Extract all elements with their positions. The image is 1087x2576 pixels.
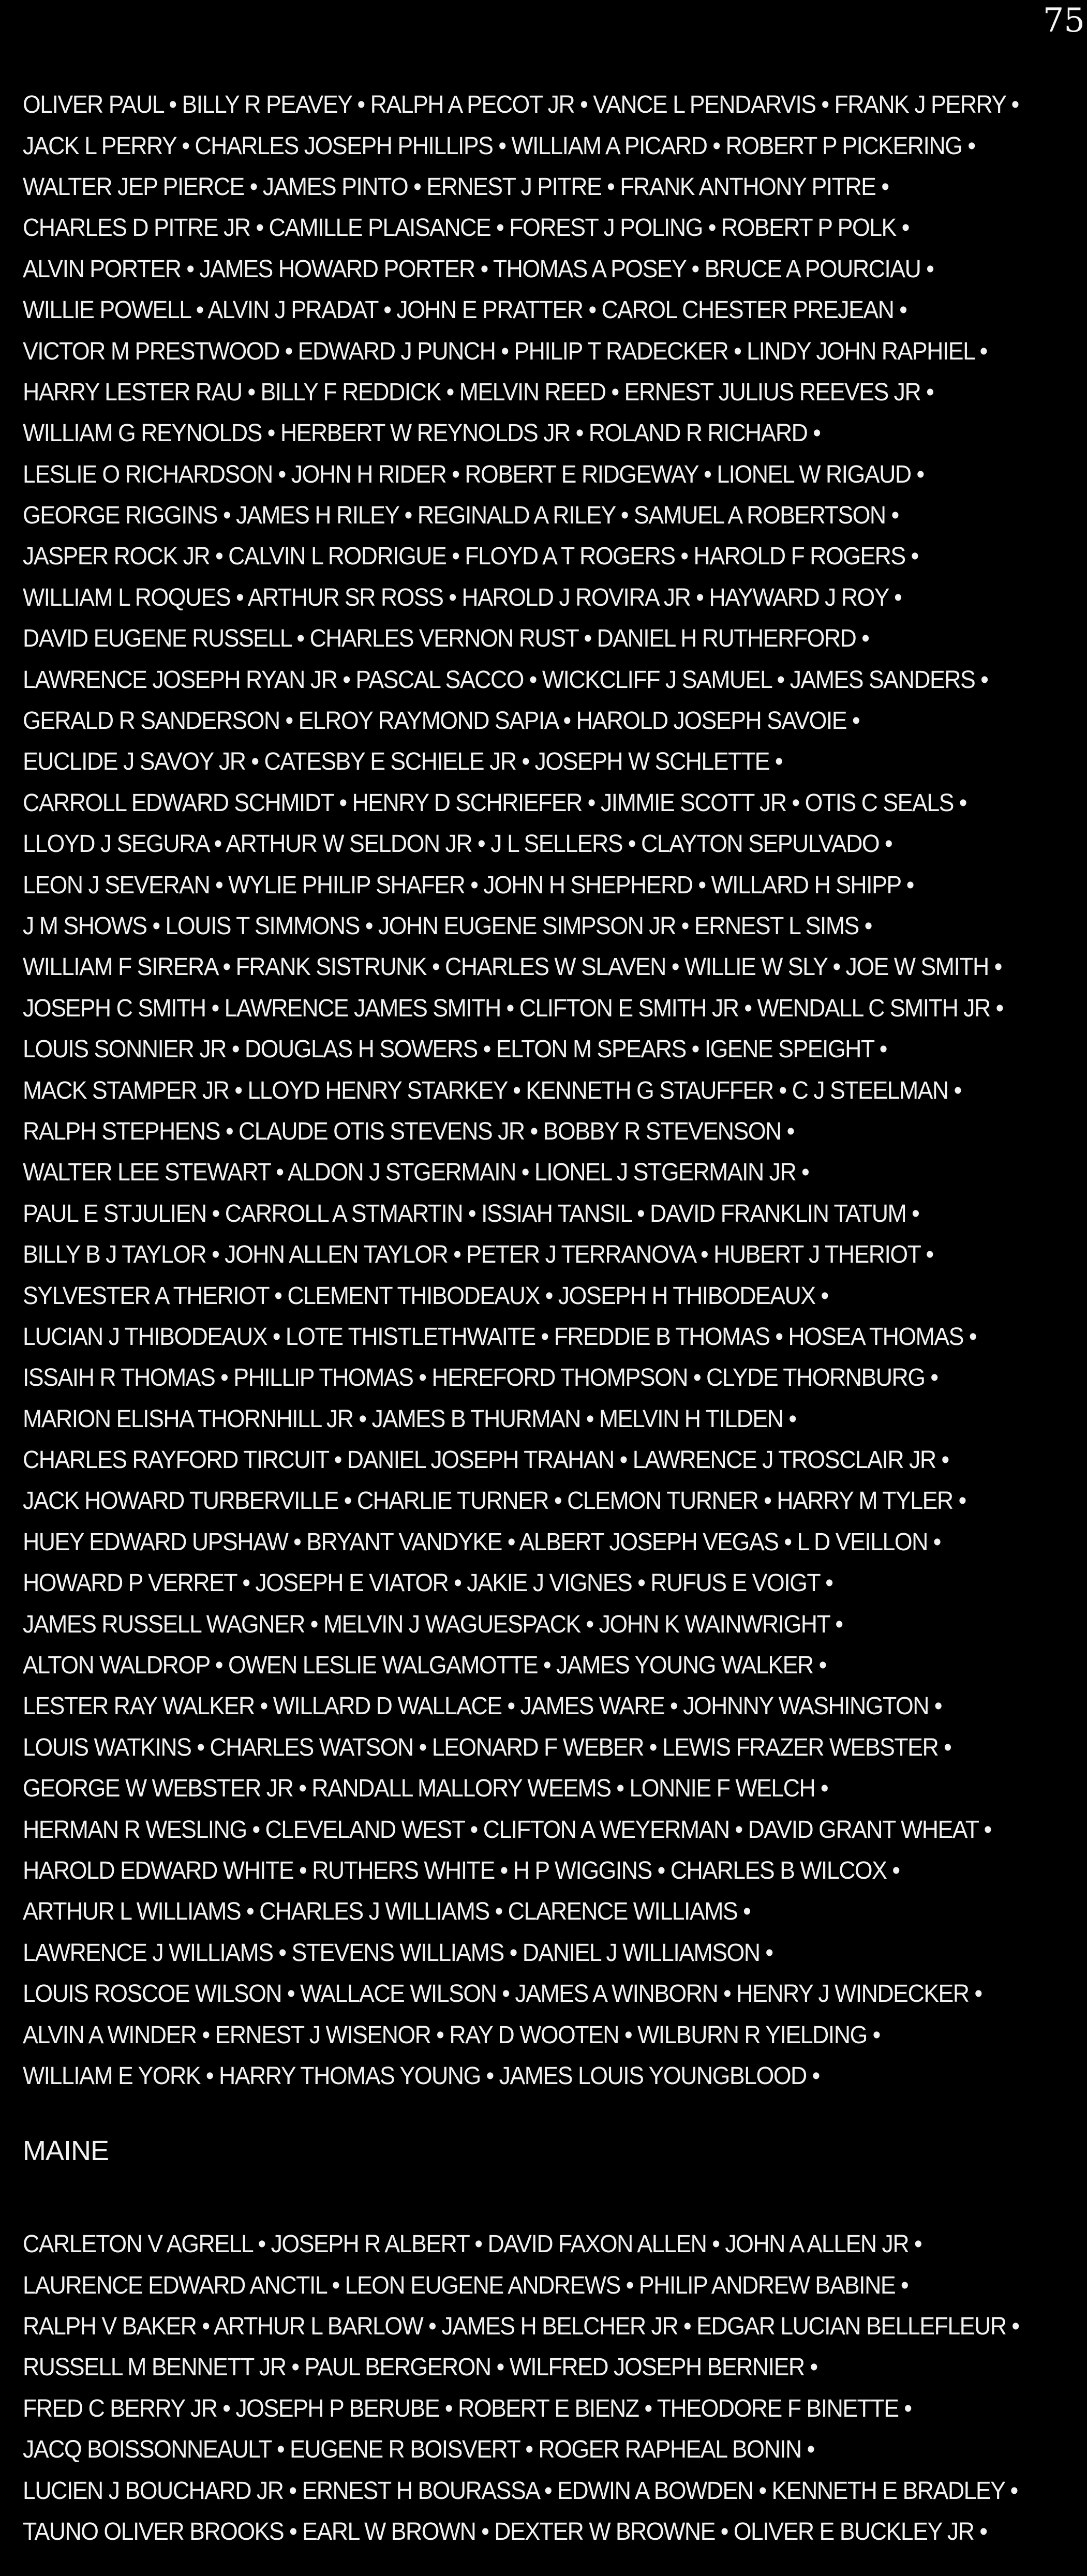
name-line: ISSAIH R THOMAS • PHILLIP THOMAS • HEREFORD THOMPSON • CLYDE THORNBURG • <box>23 1364 938 1392</box>
name-line: LOUIS ROSCOE WILSON • WALLACE WILSON • JAMES A WINBORN • HENRY J WINDECKER • <box>23 1980 982 2008</box>
name-line: RALPH V BAKER • ARTHUR L BARLOW • JAMES H BELCHER JR • EDGAR LUCIAN BELLEFLEUR • <box>23 2312 1019 2340</box>
name-line: LAWRENCE JOSEPH RYAN JR • PASCAL SACCO • WICKCLIFF J SAMUEL • JAMES SANDERS • <box>23 666 988 694</box>
name-line: JOSEPH C SMITH • LAWRENCE JAMES SMITH • CLIFTON E SMITH JR • WENDALL C SMITH JR • <box>23 994 1003 1022</box>
name-line: BILLY B J TAYLOR • JOHN ALLEN TAYLOR • PETER J TERRANOVA • HUBERT J THERIOT • <box>23 1241 933 1269</box>
name-line: JACQ BOISSONNEAULT • EUGENE R BOISVERT • ROGER RAPHEAL BONIN • <box>23 2436 814 2464</box>
name-line: OLIVER PAUL • BILLY R PEAVEY • RALPH A PECOT JR • VANCE L PENDARVIS • FRANK J PERRY • <box>23 91 1019 119</box>
name-line: J M SHOWS • LOUIS T SIMMONS • JOHN EUGENE SIMPSON JR • ERNEST L SIMS • <box>23 912 872 940</box>
name-line: CARLETON V AGRELL • JOSEPH R ALBERT • DAVID FAXON ALLEN • JOHN A ALLEN JR • <box>23 2230 922 2258</box>
name-line: LLOYD J SEGURA • ARTHUR W SELDON JR • J L SELLERS • CLAYTON SEPULVADO • <box>23 830 892 858</box>
name-line: GEORGE W WEBSTER JR • RANDALL MALLORY WEEMS • LONNIE F WELCH • <box>23 1775 828 1803</box>
name-line: MACK STAMPER JR • LLOYD HENRY STARKEY • KENNETH G STAUFFER • C J STEELMAN • <box>23 1076 961 1104</box>
name-line: HERMAN R WESLING • CLEVELAND WEST • CLIFTON A WEYERMAN • DAVID GRANT WHEAT • <box>23 1816 991 1844</box>
name-line: RUSSELL M BENNETT JR • PAUL BERGERON • WILFRED JOSEPH BERNIER • <box>23 2354 817 2382</box>
name-line: LESLIE O RICHARDSON • JOHN H RIDER • ROBERT E RIDGEWAY • LIONEL W RIGAUD • <box>23 460 924 488</box>
name-line: LUCIAN J THIBODEAUX • LOTE THISTLETHWAITE • FREDDIE B THOMAS • HOSEA THOMAS • <box>23 1323 976 1351</box>
name-line: MARION ELISHA THORNHILL JR • JAMES B THURMAN • MELVIN H TILDEN • <box>23 1405 796 1433</box>
name-line: JACK HOWARD TURBERVILLE • CHARLIE TURNER • CLEMON TURNER • HARRY M TYLER • <box>23 1487 966 1515</box>
name-line: WALTER LEE STEWART • ALDON J STGERMAIN • LIONEL J STGERMAIN JR • <box>23 1159 809 1187</box>
name-line: HUEY EDWARD UPSHAW • BRYANT VANDYKE • ALBERT JOSEPH VEGAS • L D VEILLON • <box>23 1528 941 1556</box>
name-line: LAWRENCE J WILLIAMS • STEVENS WILLIAMS • DANIEL J WILLIAMSON • <box>23 1939 773 1967</box>
page-number: 75 <box>1043 2 1085 40</box>
name-line: FRED C BERRY JR • JOSEPH P BERUBE • ROBERT E BIENZ • THEODORE F BINETTE • <box>23 2394 912 2422</box>
names-list-maine <box>23 2224 1078 2552</box>
name-line: JAMES RUSSELL WAGNER • MELVIN J WAGUESPACK • JOHN K WAINWRIGHT • <box>23 1610 843 1638</box>
name-line: HARRY LESTER RAU • BILLY F REDDICK • MELVIN REED • ERNEST JULIUS REEVES JR • <box>23 378 934 406</box>
name-line: EUCLIDE J SAVOY JR • CATESBY E SCHIELE JR • JOSEPH W SCHLETTE • <box>23 748 782 776</box>
name-line: CHARLES D PITRE JR • CAMILLE PLAISANCE • FOREST J POLING • ROBERT P POLK • <box>23 214 909 242</box>
name-line: ALTON WALDROP • OWEN LESLIE WALGAMOTTE • JAMES YOUNG WALKER • <box>23 1652 826 1680</box>
name-line: WILLIAM G REYNOLDS • HERBERT W REYNOLDS JR • ROLAND R RICHARD • <box>23 420 821 447</box>
name-line: VICTOR M PRESTWOOD • EDWARD J PUNCH • PHILIP T RADECKER • LINDY JOHN RAPHIEL • <box>23 337 987 365</box>
name-line: DAVID EUGENE RUSSELL • CHARLES VERNON RUST • DANIEL H RUTHERFORD • <box>23 625 869 653</box>
name-line: SYLVESTER A THERIOT • CLEMENT THIBODEAUX • JOSEPH H THIBODEAUX • <box>23 1282 828 1310</box>
name-line: ALVIN PORTER • JAMES HOWARD PORTER • THOMAS A POSEY • BRUCE A POURCIAU • <box>23 255 934 283</box>
name-line: WILLIAM E YORK • HARRY THOMAS YOUNG • JAMES LOUIS YOUNGBLOOD • <box>23 2062 820 2090</box>
name-line: ALVIN A WINDER • ERNEST J WISENOR • RAY D WOOTEN • WILBURN R YIELDING • <box>23 2021 880 2049</box>
name-line: JASPER ROCK JR • CALVIN L RODRIGUE • FLOYD A T ROGERS • HAROLD F ROGERS • <box>23 543 918 571</box>
name-line: GEORGE RIGGINS • JAMES H RILEY • REGINALD A RILEY • SAMUEL A ROBERTSON • <box>23 502 899 530</box>
name-line: LEON J SEVERAN • WYLIE PHILIP SHAFER • JOHN H SHEPHERD • WILLARD H SHIPP • <box>23 871 914 899</box>
name-line: CARROLL EDWARD SCHMIDT • HENRY D SCHRIEFER • JIMMIE SCOTT JR • OTIS C SEALS • <box>23 789 966 817</box>
name-line: HOWARD P VERRET • JOSEPH E VIATOR • JAKIE J VIGNES • RUFUS E VOIGT • <box>23 1569 833 1597</box>
name-line: WILLIAM L ROQUES • ARTHUR SR ROSS • HAROLD J ROVIRA JR • HAYWARD J ROY • <box>23 583 902 611</box>
name-line: ARTHUR L WILLIAMS • CHARLES J WILLIAMS • CLARENCE WILLIAMS • <box>23 1898 751 1926</box>
section-heading-maine: MAINE <box>23 2135 109 2166</box>
name-line: WILLIE POWELL • ALVIN J PRADAT • JOHN E PRATTER • CAROL CHESTER PREJEAN • <box>23 296 907 324</box>
name-line: WILLIAM F SIRERA • FRANK SISTRUNK • CHARLES W SLAVEN • WILLIE W SLY • JOE W SMITH • <box>23 953 1002 981</box>
name-line: LOUIS SONNIER JR • DOUGLAS H SOWERS • ELTON M SPEARS • IGENE SPEIGHT • <box>23 1036 887 1064</box>
name-line: WALTER JEP PIERCE • JAMES PINTO • ERNEST J PITRE • FRANK ANTHONY PITRE • <box>23 173 889 201</box>
name-line: JACK L PERRY • CHARLES JOSEPH PHILLIPS • WILLIAM A PICARD • ROBERT P PICKERING • <box>23 132 975 160</box>
name-line: LOUIS WATKINS • CHARLES WATSON • LEONARD F WEBER • LEWIS FRAZER WEBSTER • <box>23 1733 951 1761</box>
name-line: LAURENCE EDWARD ANCTIL • LEON EUGENE ANDREWS • PHILIP ANDREW BABINE • <box>23 2271 909 2299</box>
name-line: HAROLD EDWARD WHITE • RUTHERS WHITE • H P WIGGINS • CHARLES B WILCOX • <box>23 1856 900 1884</box>
name-line: RALPH STEPHENS • CLAUDE OTIS STEVENS JR • BOBBY R STEVENSON • <box>23 1117 794 1145</box>
name-line: CHARLES RAYFORD TIRCUIT • DANIEL JOSEPH TRAHAN • LAWRENCE J TROSCLAIR JR • <box>23 1446 949 1474</box>
name-line: LESTER RAY WALKER • WILLARD D WALLACE • JAMES WARE • JOHNNY WASHINGTON • <box>23 1693 942 1720</box>
name-line: GERALD R SANDERSON • ELROY RAYMOND SAPIA • HAROLD JOSEPH SAVOIE • <box>23 707 860 735</box>
name-line: PAUL E STJULIEN • CARROLL A STMARTIN • ISSIAH TANSIL • DAVID FRANKLIN TATUM • <box>23 1200 919 1227</box>
name-line: LUCIEN J BOUCHARD JR • ERNEST H BOURASSA • EDWIN A BOWDEN • KENNETH E BRADLEY • <box>23 2477 1018 2505</box>
names-list-louisiana <box>23 84 1078 2096</box>
name-line: TAUNO OLIVER BROOKS • EARL W BROWN • DEXTER W BROWNE • OLIVER E BUCKLEY JR • <box>23 2518 987 2545</box>
